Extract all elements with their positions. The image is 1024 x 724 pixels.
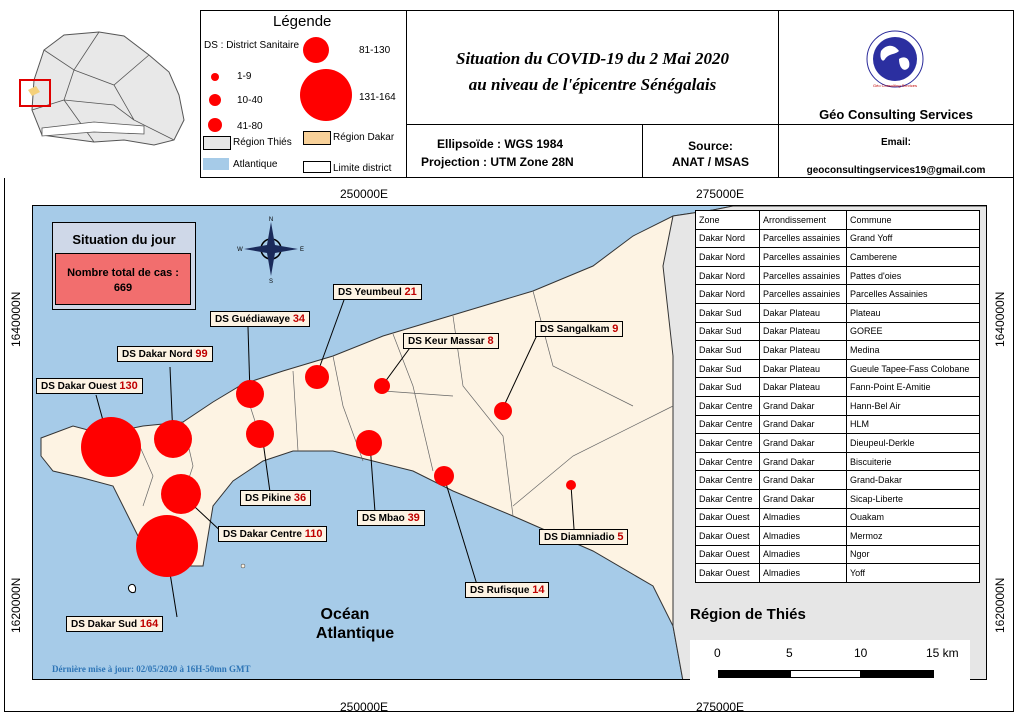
case-circle-rufisque: [434, 466, 454, 486]
table-cell: Grand-Dakar: [847, 471, 980, 490]
table-cell: Pattes d'oies: [847, 266, 980, 285]
table-row: [696, 452, 980, 471]
table-cell: Dakar Plateau: [760, 303, 847, 322]
legend-swatch-limite: [303, 161, 331, 173]
table-cell: Grand Dakar: [760, 434, 847, 453]
table-row: [696, 564, 980, 583]
table-cell: Dakar Sud: [696, 303, 760, 322]
label-keur-massar: [403, 333, 499, 349]
table-cell: GOREE: [847, 322, 980, 341]
table-cell: Dakar Ouest: [696, 508, 760, 527]
globe-logo-icon: [865, 29, 925, 89]
label-yeumbeul-cases: 21: [404, 286, 417, 298]
compass-s: S: [268, 279, 274, 284]
table-row: [696, 415, 980, 434]
table-row: [696, 489, 980, 508]
case-circle-mbao: [356, 430, 382, 456]
label-rufisque: [465, 582, 549, 598]
table-header: [696, 211, 980, 230]
total-cases-value: 669: [113, 282, 133, 294]
label-diamniadio: [539, 529, 628, 545]
table-cell: Parcelles assainies: [760, 285, 847, 304]
table-cell: Almadies: [760, 564, 847, 583]
table-cell: Dakar Nord: [696, 248, 760, 267]
source-label: Source:: [688, 139, 733, 153]
legend-dot-1: [211, 73, 219, 81]
table-cell: Grand Dakar: [760, 396, 847, 415]
table-cell: Dieupeul-Derkle: [847, 434, 980, 453]
table-cell: Gueule Tapee-Fass Colobane: [847, 359, 980, 378]
label-dakar-sud: [66, 616, 163, 632]
table-cell: Almadies: [760, 508, 847, 527]
label-dakar-sud-cases: 164: [139, 618, 159, 630]
label-diamniadio-cases: 5: [617, 531, 624, 543]
legend-class-3: 41-80: [237, 121, 263, 132]
legend-dot-4: [303, 37, 329, 63]
label-rufisque-cases: 14: [532, 584, 545, 596]
table-cell: Mermoz: [847, 527, 980, 546]
projection-box: [406, 124, 643, 178]
case-circle-dakar-nord: [154, 420, 192, 458]
table-cell: Dakar Centre: [696, 396, 760, 415]
update-text: Dérnière mise à jour: 02/05/2020 à 16H-50mn GMT: [52, 664, 251, 674]
title-box: [406, 10, 779, 125]
table-cell: Fann-Point E-Amitie: [847, 378, 980, 397]
map-title-line2: au niveau de l'épicentre Sénégalais: [468, 75, 717, 94]
label-dakar-nord-cases: 99: [195, 348, 208, 360]
legend-class-4: 81-130: [359, 45, 391, 56]
table-cell: Dakar Ouest: [696, 527, 760, 546]
situation-title: Situation du jour: [72, 232, 176, 247]
table-cell: Biscuiterie: [847, 452, 980, 471]
label-dakar-sud-name: DS Dakar Sud: [71, 619, 138, 630]
table-cell: Dakar Centre: [696, 471, 760, 490]
table-cell: Dakar Nord: [696, 266, 760, 285]
table-row: [696, 303, 980, 322]
legend-swatch-dakar: [303, 131, 331, 145]
table-cell: Dakar Sud: [696, 341, 760, 360]
table-cell: Parcelles assainies: [760, 248, 847, 267]
case-circle-keur-massar: [374, 378, 390, 394]
table-cell: Dakar Nord: [696, 229, 760, 248]
table-cell: Almadies: [760, 527, 847, 546]
table-header-commune: Commune: [847, 211, 980, 230]
table-cell: Dakar Sud: [696, 359, 760, 378]
table-row: [696, 229, 980, 248]
label-pikine: [240, 490, 311, 506]
case-circle-dakar-sud: [136, 515, 198, 577]
table-cell: Parcelles assainies: [760, 266, 847, 285]
table-row: [696, 266, 980, 285]
table-cell: Parcelles assainies: [760, 229, 847, 248]
label-sangalkam-cases: 9: [612, 323, 619, 335]
coord-left-1620000: 1620000N: [9, 577, 23, 633]
legend-atlantique: Atlantique: [233, 159, 278, 170]
table-cell: Sicap-Liberte: [847, 489, 980, 508]
label-keur-massar-cases: 8: [487, 335, 494, 347]
coord-right-1620000: 1620000N: [993, 577, 1007, 633]
table-cell: Dakar Centre: [696, 452, 760, 471]
table-cell: Dakar Sud: [696, 322, 760, 341]
compass-e: E: [299, 247, 305, 253]
compass-rose-icon: [236, 214, 306, 284]
label-yeumbeul-name: DS Yeumbeul: [338, 287, 402, 298]
table-cell: Ouakam: [847, 508, 980, 527]
table-cell: Dakar Plateau: [760, 322, 847, 341]
email-label: Email:: [880, 137, 911, 148]
total-cases-label: Nombre total de cas :: [67, 267, 179, 279]
table-cell: Dakar Centre: [696, 415, 760, 434]
label-dakar-nord: [117, 346, 213, 362]
table-row: [696, 396, 980, 415]
label-dakar-nord-name: DS Dakar Nord: [122, 349, 193, 360]
legend-dot-5: [300, 69, 352, 121]
table-row: [696, 248, 980, 267]
scale-tick-0: 0: [714, 646, 721, 660]
table-row: [696, 545, 980, 564]
compass-w: W: [237, 247, 243, 253]
table-cell: Dakar Ouest: [696, 545, 760, 564]
table-row: [696, 359, 980, 378]
legend-class-1: 1-9: [237, 71, 252, 82]
label-mbao: [357, 510, 425, 526]
label-dakar-centre: [218, 526, 327, 542]
logo-text: Géo Consulting Services: [872, 83, 918, 88]
legend-title: Légende: [273, 13, 332, 30]
label-sangalkam-name: DS Sangalkam: [540, 324, 610, 335]
coord-right-1640000: 1640000N: [993, 291, 1007, 347]
table-row: [696, 378, 980, 397]
email-box: [778, 124, 1014, 178]
label-sangalkam: [535, 321, 623, 337]
legend-swatch-atlantique: [203, 158, 229, 170]
table-cell: Dakar Sud: [696, 378, 760, 397]
label-dakar-ouest-name: DS Dakar Ouest: [41, 381, 117, 392]
table-cell: Yoff: [847, 564, 980, 583]
legend-dot-2: [209, 94, 221, 106]
case-circle-sangalkam: [494, 402, 512, 420]
scale-tick-15: 15 km: [926, 646, 959, 660]
label-keur-massar-name: DS Keur Massar: [408, 336, 485, 347]
table-cell: Grand Dakar: [760, 471, 847, 490]
total-cases-box: [55, 253, 191, 305]
table-cell: Dakar Plateau: [760, 378, 847, 397]
table-cell: Dakar Centre: [696, 434, 760, 453]
table-row: [696, 508, 980, 527]
case-circle-diamniadio: [566, 480, 576, 490]
coord-bottom-250000: 250000E: [340, 700, 389, 714]
table-row: [696, 434, 980, 453]
projection-text: Projection : UTM Zone 28N: [421, 155, 574, 169]
legend-box: [200, 10, 407, 178]
table-cell: Almadies: [760, 545, 847, 564]
label-diamniadio-name: DS Diamniadio: [544, 532, 615, 543]
label-guediawaye-name: DS Guédiawaye: [215, 314, 291, 325]
legend-region-thies: Région Thiés: [233, 137, 292, 148]
label-mbao-cases: 39: [407, 512, 420, 524]
situation-box: [52, 222, 196, 310]
label-pikine-name: DS Pikine: [245, 493, 292, 504]
region-thies-label: Région de Thiés: [690, 606, 806, 623]
label-guediawaye-cases: 34: [292, 313, 306, 325]
table-cell: Dakar Centre: [696, 489, 760, 508]
logo-box: [778, 10, 1014, 125]
table-cell: Parcelles Assainies: [847, 285, 980, 304]
label-pikine-cases: 36: [293, 492, 307, 504]
table-cell: Hann-Bel Air: [847, 396, 980, 415]
case-circle-guediawaye: [236, 380, 264, 408]
label-guediawaye: [210, 311, 310, 327]
commune-table: [695, 210, 980, 583]
label-yeumbeul: [333, 284, 422, 300]
case-circle-dakar-ouest: [81, 417, 141, 477]
label-dakar-ouest: [36, 378, 143, 394]
label-rufisque-name: DS Rufisque: [470, 585, 530, 596]
table-cell: Ngor: [847, 545, 980, 564]
legend-region-dakar: Région Dakar: [333, 132, 395, 143]
legend-limite-district: Limite district: [333, 163, 392, 174]
compass-n: N: [268, 217, 274, 223]
label-dakar-centre-name: DS Dakar Centre: [223, 529, 302, 540]
source-value: ANAT / MSAS: [671, 155, 750, 169]
map-title-line1: Situation du COVID-19 du 2 Mai 2020: [455, 49, 729, 68]
coord-bottom-275000: 275000E: [696, 700, 745, 714]
coord-top-275000: 275000E: [696, 187, 745, 201]
case-circle-dakar-centre: [161, 474, 201, 514]
scale-tick-10: 10: [854, 646, 868, 660]
inset-map: [4, 10, 201, 178]
coord-left-1640000: 1640000N: [9, 291, 23, 347]
legend-swatch-thies: [203, 136, 231, 150]
table-row: [696, 527, 980, 546]
source-box: [642, 124, 779, 178]
legend-class-2: 10-40: [237, 95, 263, 106]
table-header-zone: Zone: [696, 211, 760, 230]
table-cell: Dakar Plateau: [760, 341, 847, 360]
email-value[interactable]: geoconsultingservices19@gmail.com: [806, 165, 986, 176]
label-dakar-ouest-cases: 130: [119, 380, 138, 392]
table-cell: Dakar Plateau: [760, 359, 847, 378]
table-cell: Grand Dakar: [760, 489, 847, 508]
legend-ds-label: DS : District Sanitaire: [204, 40, 300, 51]
table-cell: Grand Dakar: [760, 452, 847, 471]
legend-dot-3: [208, 118, 222, 132]
table-cell: Grand Dakar: [760, 415, 847, 434]
case-circle-pikine: [246, 420, 274, 448]
label-mbao-name: DS Mbao: [362, 513, 405, 524]
table-cell: Dakar Ouest: [696, 564, 760, 583]
table-row: [696, 341, 980, 360]
scale-bar: [690, 640, 970, 680]
case-circle-yeumbeul: [305, 365, 329, 389]
company-name: Géo Consulting Services: [819, 107, 973, 122]
table-row: [696, 285, 980, 304]
table-header-arrondissement: Arrondissement: [760, 211, 847, 230]
label-dakar-centre-cases: 110: [304, 528, 323, 540]
scale-seg-1: [718, 670, 792, 678]
table-cell: Camberene: [847, 248, 980, 267]
ocean-label-line1: Océan: [320, 606, 370, 623]
table-cell: HLM: [847, 415, 980, 434]
scale-seg-2: [790, 670, 862, 678]
coord-top-250000: 250000E: [340, 187, 389, 201]
table-cell: Medina: [847, 341, 980, 360]
table-row: [696, 322, 980, 341]
table-cell: Plateau: [847, 303, 980, 322]
table-cell: Dakar Nord: [696, 285, 760, 304]
ocean-label-line2: Atlantique: [315, 625, 395, 642]
table-cell: Grand Yoff: [847, 229, 980, 248]
table-row: [696, 471, 980, 490]
legend-class-5: 131-164: [359, 92, 396, 103]
scale-tick-5: 5: [786, 646, 793, 660]
scale-seg-3: [860, 670, 934, 678]
ellipsoid-text: Ellipsoïde : WGS 1984: [437, 137, 564, 151]
